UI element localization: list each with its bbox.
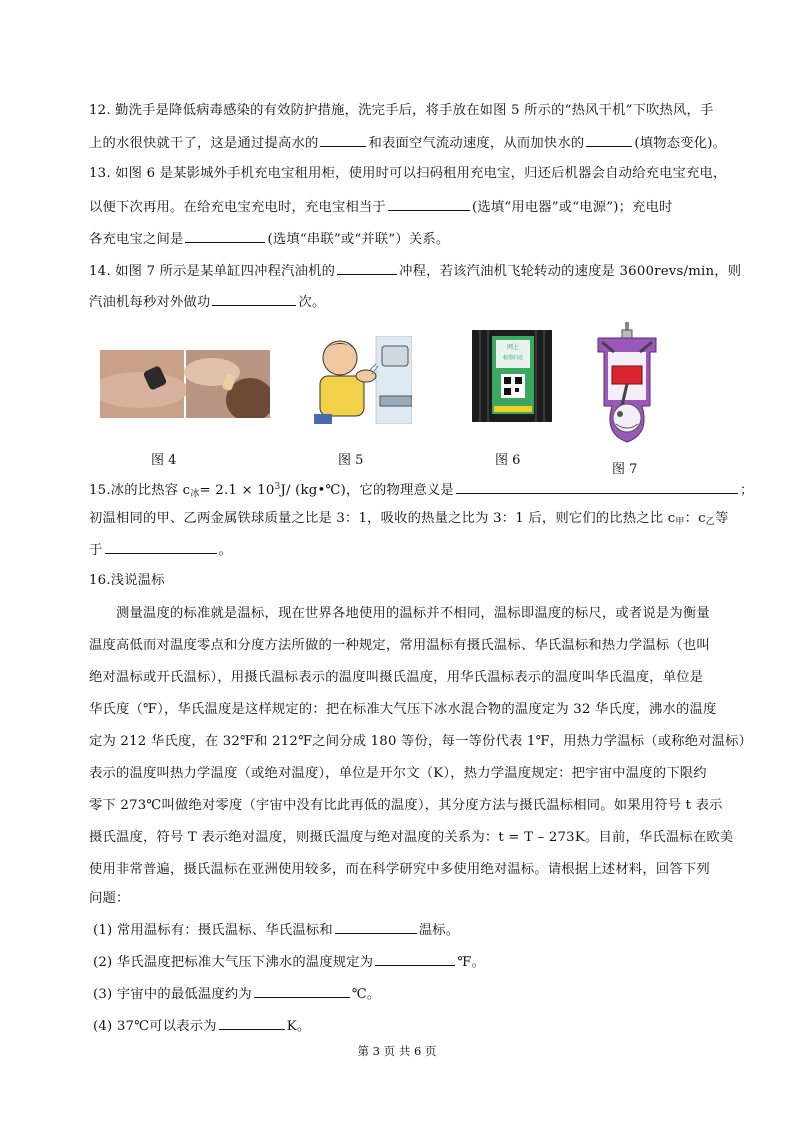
q15-line1: [89, 478, 753, 503]
figure-4-caption: 图 4: [151, 453, 177, 468]
q16-para-line-3: 绝对温标或开氏温标），用摄氏温标表示的温度叫摄氏温度，用华氏温标表示的温度叫华氏温度，单位是: [89, 670, 704, 685]
q12-text-1: 12. 勤洗手是降低病毒感染的有效防护措施，洗完手后，将手放在如图 5 所示的“热风干机”下吹热风，手: [89, 103, 714, 118]
figure-6-photo: [472, 330, 552, 422]
svg-text:租借归还: 租借归还: [502, 355, 524, 361]
q16-sub-3-tail: ℃。: [351, 987, 381, 1002]
q16-para-line-9: 使用非常普遍，摄氏温标在亚洲使用较多，而在科学研究中多使用绝对温标。请根据上述材料，回答下列: [89, 862, 710, 877]
q15-text-1a: 15.冰的比热容 c: [89, 483, 191, 498]
q16-sub-4-text: (4) 37℃可以表示为: [93, 1019, 217, 1034]
q16-title: 16.浅说温标: [89, 573, 165, 588]
q16-sub-1: [93, 920, 459, 940]
q13-line2: [89, 197, 673, 217]
q12-line2: [89, 133, 726, 153]
q16-para-line-8: 摄氏温度，符号 T 表示绝对温度，则摄氏温度与绝对温度的关系为：t = T – 273K。目前，华氏温标在欧美: [89, 830, 734, 845]
q14-text-1b: 冲程，若该汽油机飞轮转动的速度是 3600revs/min，则: [399, 264, 742, 279]
q16-blank-3[interactable]: [254, 984, 350, 998]
svg-text:网上: 网上: [506, 344, 520, 351]
q15-sub-ice: 冰: [190, 489, 200, 499]
q16-para-line-7: 零下 273℃叫做绝对零度（宇宙中没有比此再低的温度），其分度方法与摄氏温标相同。如果用符号 t 表示: [89, 798, 723, 813]
q16-sub-3: [93, 984, 380, 1004]
page-footer: 第 3 页 共 6 页: [357, 1044, 437, 1058]
q15-text-2a: 初温相同的甲、乙两金属铁球质量之比是 3：1，吸收的热量之比为 3：1 后，则它们的比热之比 c: [89, 511, 676, 526]
q14-text-2a: 汽油机每秒对外做功: [89, 295, 211, 310]
q16-sub-1-tail: 温标。: [418, 923, 460, 938]
q12-text-2c: (填物态变化)。: [634, 136, 727, 151]
q16-para-line-1: 测量温度的标准就是温标，现在世界各地使用的温标并不相同，温标即温度的标尺，或者说是为衡量: [116, 606, 710, 621]
q16-para-line-6: 表示的温度叫热力学温度（或绝对温度），单位是开尔文（K），热力学温度规定：把宇宙中温度的下限约: [89, 766, 707, 781]
q16-para-line-4: 华氏度（℉），华氏温度是这样规定的：把在标准大气压下冰水混合物的温度定为 32 华氏度，沸水的温度: [89, 702, 717, 717]
q15-text-1d: ；: [739, 483, 754, 498]
q15-line3: [89, 540, 232, 560]
q16-blank-2[interactable]: [375, 952, 455, 966]
q16-sub-2: [93, 952, 485, 972]
q12-text-2b: 和表面空气流动速度，从而加快水的: [368, 136, 585, 151]
q15-text-3a: 于: [89, 543, 103, 558]
q14-line2: [89, 292, 325, 312]
q16-para-line-10: 问题：: [89, 891, 130, 906]
figure-5-illustration: [304, 336, 412, 424]
q13-text-2b: (选填“用电器”或“电源”)；充电时: [471, 200, 673, 215]
q15-sup-3: 3: [274, 482, 281, 492]
figure-5-caption: 图 5: [338, 453, 364, 468]
q15-text-1c: J/ (kg•℃)，它的物理意义是: [280, 483, 454, 498]
q12-blank-1[interactable]: [320, 133, 366, 147]
q14-blank-1[interactable]: [337, 261, 397, 275]
q16-blank-4[interactable]: [219, 1016, 285, 1030]
q16-sub-4: [93, 1016, 310, 1036]
q16-para-line-2: 温度高低而对温度零点和分度方法所做的一种规定，常用温标有摄氏温标、华氏温标和热力学温标（也叫: [89, 638, 710, 653]
q13-blank-1[interactable]: [388, 197, 470, 211]
q16-sub-2-tail: ℉。: [457, 955, 485, 970]
q15-text-3b: 。: [218, 543, 232, 558]
q14-line1: [89, 261, 741, 281]
q12-line1: [89, 102, 714, 120]
q14-text-1a: 14. 如图 7 所示是某单缸四冲程汽油机的: [89, 264, 336, 279]
q13-text-1: 13. 如图 6 是某影城外手机充电宝租用柜，使用时可以扫码租用充电宝，归还后机器会自动给充电宝充电，: [89, 166, 727, 181]
q14-text-2b: 次。: [298, 295, 326, 310]
q15-sub-jia: 甲: [675, 517, 685, 527]
q16-sub-4-tail: K。: [286, 1019, 311, 1034]
q15-line2: [89, 510, 728, 531]
q13-blank-2[interactable]: [185, 229, 265, 243]
q13-text-3b: (选填“串联”或“并联”）关系。: [267, 232, 450, 247]
figure-7-engine-diagram: [592, 322, 662, 444]
q15-text-2c: 等: [714, 511, 729, 526]
q13-line3: [89, 229, 449, 249]
q16-sub-2-text: (2) 华氏温度把标准大气压下沸水的温度规定为: [93, 955, 374, 970]
figure-4-photo: [100, 350, 270, 418]
q13-text-3a: 各充电宝之间是: [89, 232, 184, 247]
q12-blank-2[interactable]: [586, 133, 632, 147]
q13-line1: [89, 165, 727, 183]
figure-6-caption: 图 6: [495, 453, 521, 468]
q15-text-2b: ：c: [684, 511, 706, 526]
q13-text-2a: 以便下次再用。在给充电宝充电时，充电宝相当于: [89, 200, 386, 215]
q15-blank-1[interactable]: [456, 480, 738, 494]
q16-sub-1-text: (1) 常用温标有：摄氏温标、华氏温标和: [93, 923, 333, 938]
q15-sub-yi: 乙: [705, 517, 715, 527]
q16-sub-3-text: (3) 宇宙中的最低温度约为: [93, 987, 252, 1002]
q16-blank-1[interactable]: [335, 920, 417, 934]
q12-text-2a: 上的水很快就干了，这是通过提高水的: [89, 136, 319, 151]
q16-para-line-5: 定为 212 华氏度，在 32℉和 212℉之间分成 180 等份，每一等份代表 1℉，用热力学温标（或称绝对温标）: [89, 734, 753, 749]
q15-text-1b: = 2.1 × 10: [199, 483, 275, 498]
figure-7-caption: 图 7: [612, 462, 638, 477]
q15-blank-2[interactable]: [105, 540, 217, 554]
q14-blank-2[interactable]: [212, 292, 296, 306]
